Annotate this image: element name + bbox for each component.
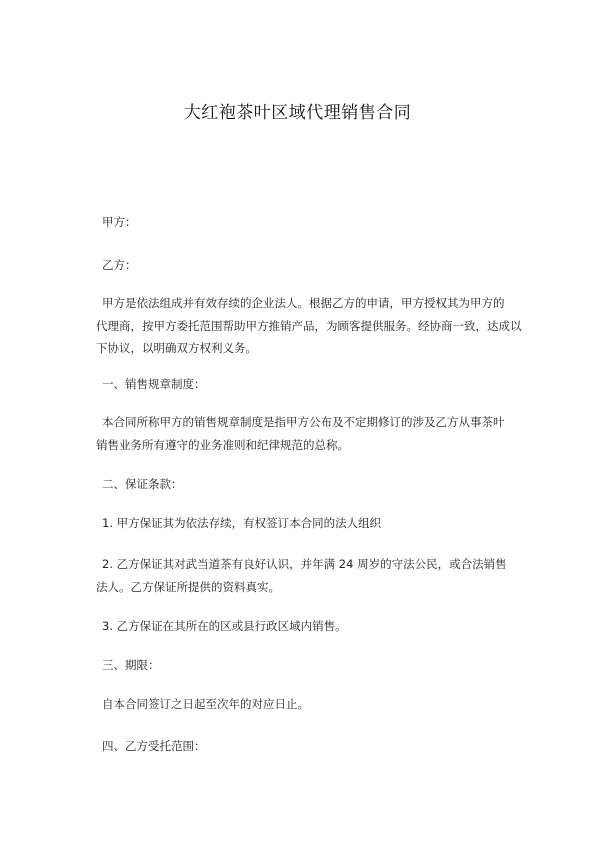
section1-heading: 一、销售规章制度：	[102, 377, 206, 391]
party-b-label: 乙方：	[102, 258, 137, 272]
section1-body	[96, 411, 527, 456]
section3-heading: 三、期限：	[102, 658, 160, 672]
party-a-label: 甲方：	[102, 215, 137, 229]
intro-line-3: 下协议，以明确双方权利义务。	[96, 341, 257, 355]
section2-heading: 二、保证条款：	[102, 477, 183, 491]
document-title: 大红袍茶叶区域代理销售合同	[183, 103, 412, 123]
section4-heading: 四、乙方受托范围：	[102, 739, 206, 753]
intro-line-2: 代理商，按甲方委托范围帮助甲方推销产品，为顾客提供服务。经协商一致，达成以	[96, 318, 522, 333]
clause-2	[96, 553, 527, 598]
clause-2-line-1: 2. 乙方保证其对武当道茶有良好认识，并年满 24 周岁的守法公民，或合法销售	[102, 557, 507, 571]
intro-line-1: 甲方是依法组成并有效存续的企业法人。根据乙方的申请，甲方授权其为甲方的	[102, 296, 505, 310]
clause-1: 1. 甲方保证其为依法存续，有权签订本合同的法人组织	[102, 516, 382, 530]
section3-body: 自本合同签订之日起至次年的对应日止。	[102, 697, 309, 711]
section1-body-line-1: 本合同所称甲方的销售规章制度是指甲方公布及不定期修订的涉及乙方从事茶叶	[102, 415, 505, 429]
clause-2-line-2: 法人。乙方保证所提供的资料真实。	[96, 579, 280, 594]
clause-3: 3. 乙方保证在其所在的区或县行政区域内销售。	[102, 619, 347, 633]
intro-paragraph	[96, 292, 527, 360]
section1-body-line-2: 销售业务所有遵守的业务准则和纪律规范的总称。	[96, 437, 349, 452]
